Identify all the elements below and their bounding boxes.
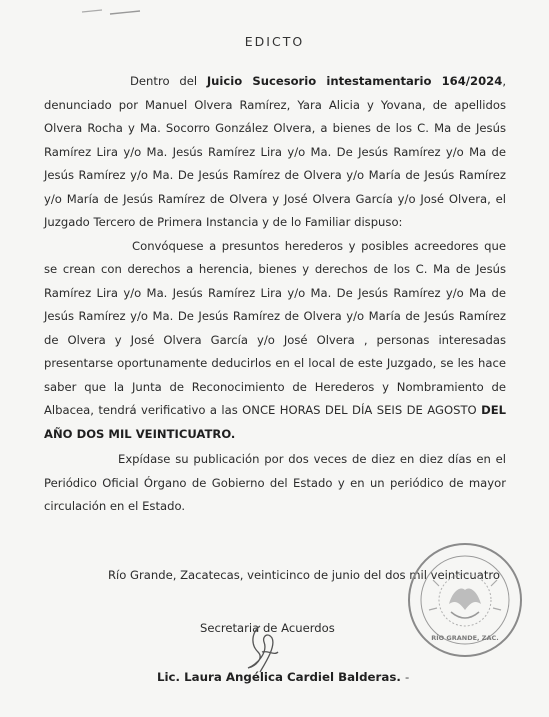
paragraph-2 <box>44 235 506 447</box>
paragraph-1-lead: Dentro del <box>130 74 198 88</box>
document-body <box>44 70 506 519</box>
signer-name <box>157 670 409 684</box>
case-number: Juicio Sucesorio intestamentario 164/2024 <box>206 74 503 88</box>
secretary-label: Secretaria de Acuerdos <box>200 621 335 635</box>
place-and-date: Río Grande, Zacatecas, veinticinco de junio del dos mil veinticuatro <box>107 568 500 582</box>
paragraph-2-text: Convóquese a presuntos herederos y posibles acreedores que se crean con derechos a herencia, bienes y derechos de los C. Ma de Jesús Ramírez Lira y/o Ma. Jesús Ramírez Lira y/o Ma. De Jesús Ramírez y/o Ma de Jesús Ramírez y/o Ma. De Jesús Ramírez de Olvera y/o María de Jesús Ramírez de Olvera y José Olvera García y/o José Olvera , personas interesadas presentarse oportunamente deducirlos en el local de este Juzgado, se les hace saber que la Junta de Reconocimiento de Herederos y Nombramiento de Albacea, tendrá verificativo a las ONCE HORAS DEL DÍA SEIS DE AGOSTO <box>44 238 506 417</box>
court-seal <box>405 540 525 660</box>
paragraph-3: Expídase su publicación por dos veces de diez en diez días en el Periódico Oficial Órgano de Gobierno del Estado y en un periódico de mayor circulación en el Estado. <box>44 452 506 513</box>
paragraph-1-rest: , denunciado por Manuel Olvera Ramírez, Yara Alicia y Yovana, de apellidos Olvera Rocha y Ma. Socorro González Olvera, a bienes de los C. Ma de Jesús Ramírez Lira y/o Ma. Jesús Ramírez Lira y/o Ma. De Jesús Ramírez y/o Ma de Jesús Ramírez y/o Ma. De Jesús Ramírez de Olvera y/o María de Jesús Ramírez y/o María de Jesús Ramírez de Olvera y José Olvera García y/o José Olvera, el Juzgado Tercero de Primera Instancia y de lo Familiar dispuso: <box>44 74 506 229</box>
document-title: EDICTO <box>244 34 305 49</box>
seal-text: RÍO GRANDE, ZAC. <box>431 634 499 642</box>
signer-dash: - <box>404 670 410 684</box>
scan-artifact-mark <box>80 4 160 18</box>
handwritten-signature <box>238 622 288 677</box>
signer-name-text: Lic. Laura Angélica Cardiel Balderas. <box>157 670 401 684</box>
paragraph-1 <box>44 70 506 235</box>
hearing-year: DEL AÑO DOS MIL VEINTICUATRO. <box>44 403 507 441</box>
